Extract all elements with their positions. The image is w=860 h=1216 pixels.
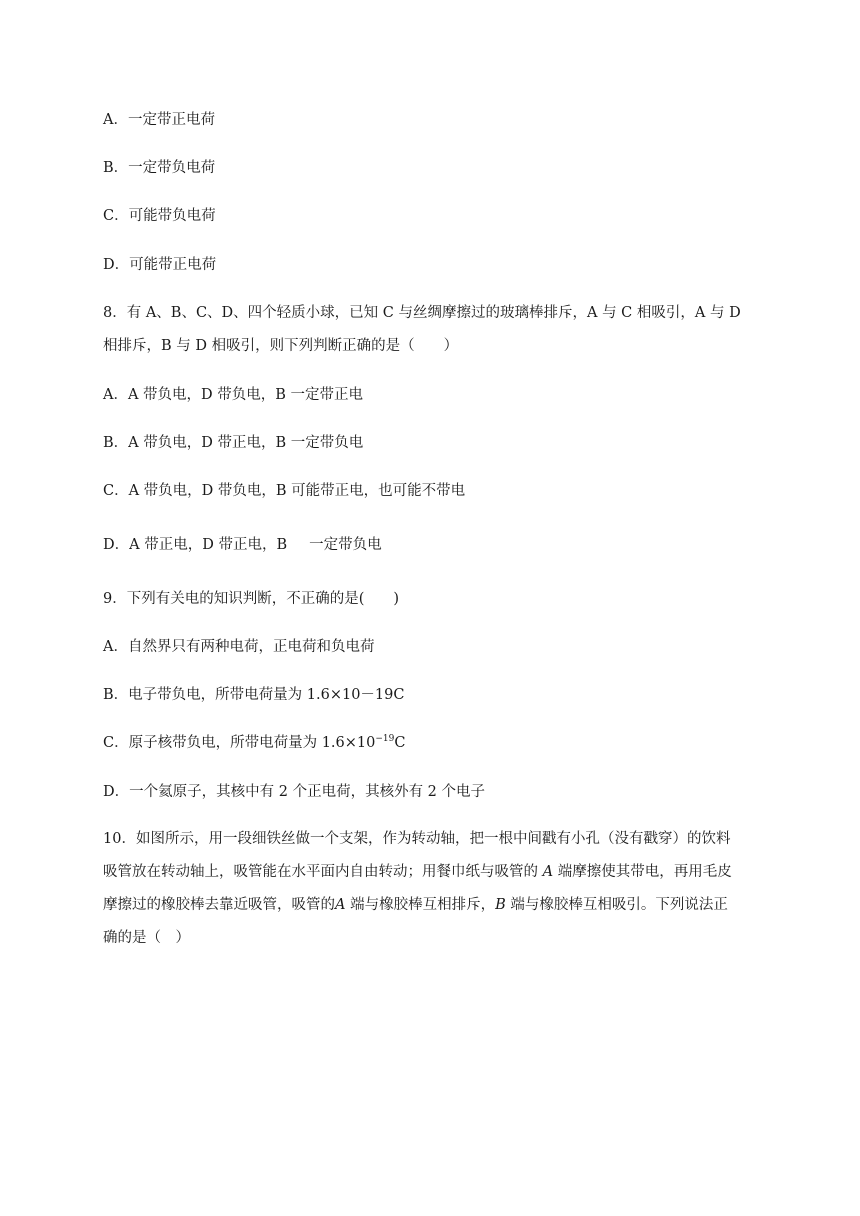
q9-option-c-exponent: −19	[375, 734, 395, 744]
q7-option-c: C．可能带负电荷	[103, 208, 216, 224]
q8-stem-line-2: 相排斥，B 与 D 相吸引，则下列判断正确的是（ ）	[103, 338, 459, 354]
q10-line-3-label-b: B	[495, 897, 506, 913]
q9-option-a: A．自然界只有两种电荷，正电荷和负电荷	[103, 639, 375, 655]
q8-option-c: C．A 带负电，D 带负电，B 可能带正电，也可能不带电	[103, 483, 466, 499]
q9-option-c	[103, 733, 405, 753]
q10-line-4: 确的是（ ）	[103, 930, 190, 946]
q10-line-3	[103, 895, 728, 915]
q10-line-1: 10．如图所示，用一段细铁丝做一个支架，作为转动轴，把一根中间戳有小孔（没有戳穿）的饮料	[103, 831, 731, 847]
q10-line-3-label-a: A	[335, 897, 346, 913]
q7-option-d: D．可能带正电荷	[103, 257, 217, 273]
q9-option-c-text: C．原子核带负电，所带电荷量为 1.6×10	[103, 735, 376, 751]
q10-line-3-text-a: 摩擦过的橡胶棒去靠近吸管，吸管的	[103, 897, 335, 913]
q8-stem-line-1: 8．有 A、B、C、D、四个轻质小球，已知 C 与丝绸摩擦过的玻璃棒排斥，A 与 C 相吸引，A 与 D	[103, 305, 741, 321]
q10-line-2-text-b: 端摩擦使其带电，再用毛皮	[557, 864, 732, 880]
q9-stem: 9．下列有关电的知识判断，不正确的是( )	[103, 591, 400, 607]
q7-option-a: A．一定带正电荷	[103, 112, 215, 128]
q10-line-2	[103, 862, 732, 882]
q8-option-b: B．A 带负电，D 带正电，B 一定带负电	[103, 435, 364, 451]
q8-option-d-part-2: 一定带负电	[309, 537, 382, 553]
q8-option-d-part-1: D．A 带正电，D 带正电，B	[103, 537, 288, 553]
q10-line-3-text-c: 端与橡胶棒互相吸引。下列说法正	[510, 897, 728, 913]
q10-line-2-text-a: 吸管放在转动轴上，吸管能在水平面内自由转动；用餐巾纸与吸管的	[103, 864, 538, 880]
q7-option-b: B．一定带负电荷	[103, 160, 216, 176]
q10-line-3-text-b: 端与橡胶棒互相排斥，	[350, 897, 496, 913]
q8-option-d	[103, 535, 382, 555]
q9-option-c-unit: C	[394, 735, 406, 751]
q9-option-b: B．电子带负电，所带电荷量为 1.6×10－19C	[103, 687, 405, 703]
q10-line-2-label-a: A	[542, 864, 554, 880]
q8-option-a: A．A 带负电，D 带负电，B 一定带正电	[103, 387, 364, 403]
q9-option-d: D．一个氦原子，其核中有 2 个正电荷，其核外有 2 个电子	[103, 784, 486, 800]
